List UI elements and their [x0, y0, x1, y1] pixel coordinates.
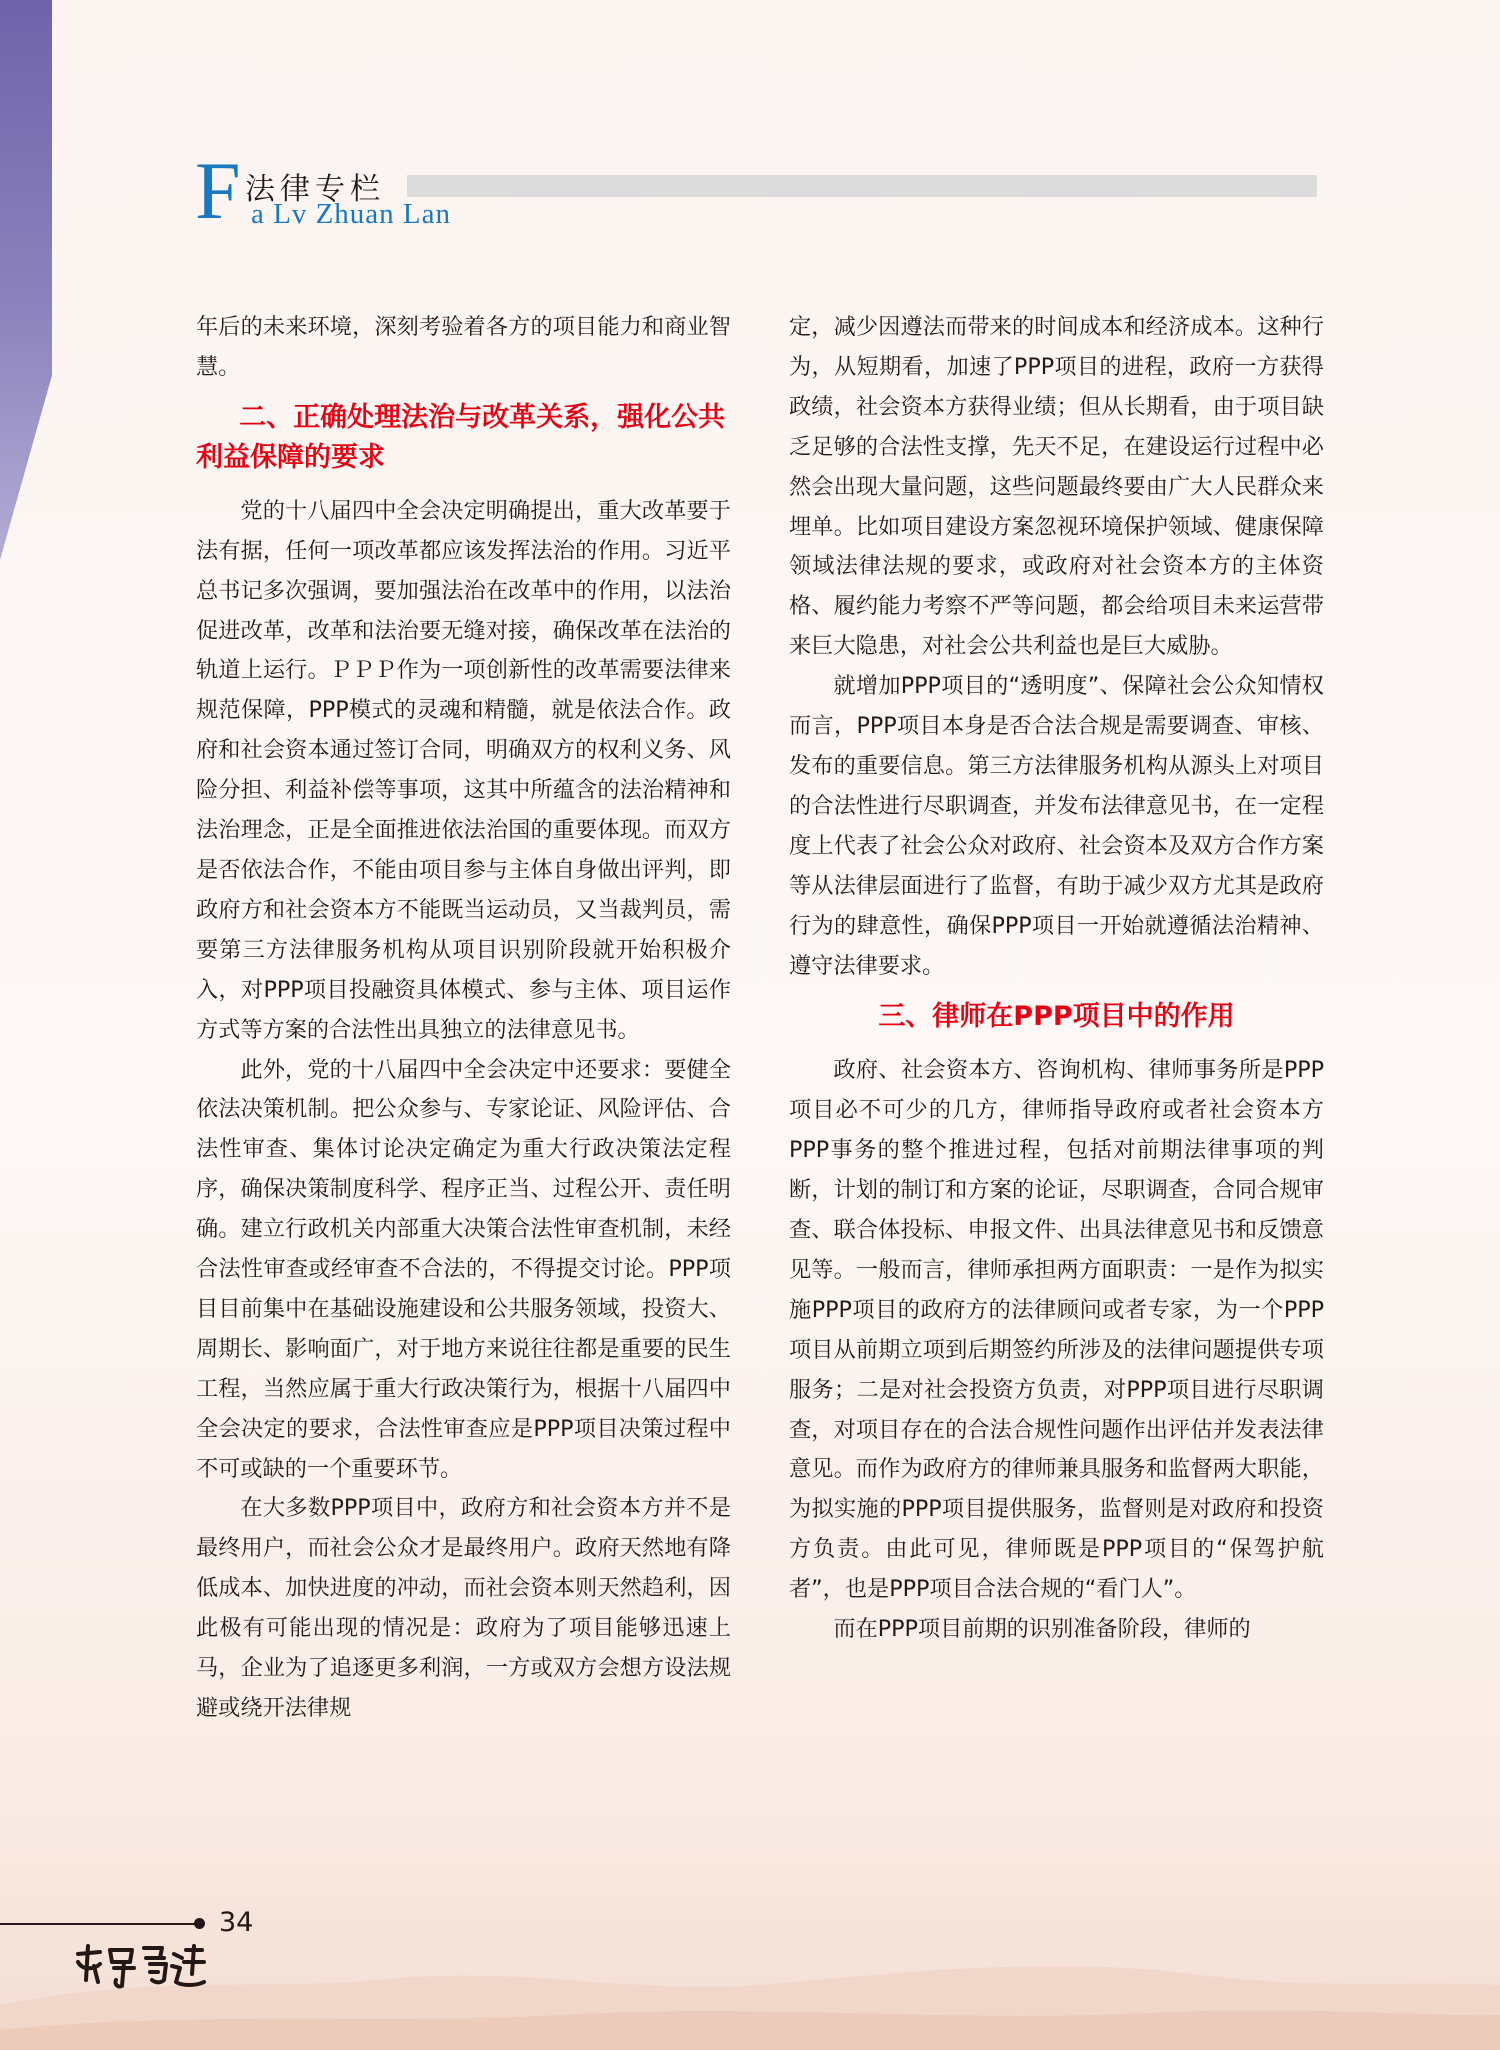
header-title-pinyin: a Lv Zhuan Lan — [251, 198, 452, 230]
header-gray-strip — [407, 175, 1317, 197]
header-initial: F — [195, 145, 241, 236]
paragraph: 政府、社会资本方、咨询机构、律师事务所是PPP项目必不可少的几方，律师指导政府或者社会资本方PPP事务的整个推进过程，包括对前期法律事项的判断，计划的制订和方案的论证，尽职调查，合同合规审查、联合体投标、申报文件、出具法律意见书和反馈意见等。一般而言，律师承担两方面职责：一是作为拟实施PPP项目的政府方的法律顾问或者专家，为一个PPP项目从前期立项到后期签约所涉及的法律问题提供专项服务；二是对社会投资方负责，对PPP项目进行尽职调查，对项目存在的合法合规性问题作出评估并发表法律意见。而作为政府方的律师兼具服务和监督两大职能，为拟实施的PPP项目提供服务，监督则是对政府和投资方负责。由此可见，律师既是PPP项目的“保驾护航者”，也是PPP项目合法合规的“看门人”。 — [789, 1057, 1324, 1603]
paragraph: 党的十八届四中全会决定明确提出，重大改革要于法有据，任何一项改革都应该发挥法治的作用。习近平总书记多次强调，要加强法治在改革中的作用，以法治促进改革，改革和法治要无缝对接，确保改革在法治的轨道上运行。ＰＰＰ作为一项创新性的改革需要法律来规范保障，PPP模式的灵魂和精髓，就是依法合作。政府和社会资本通过签订合同，明确双方的权利义务、风险分担、利益补偿等事项，这其中所蕴含的法治精神和法治理念，正是全面推进依法治国的重要体现。而双方是否依法合作，不能由项目参与主体自身做出评判，即政府方和社会资本方不能既当运动员，又当裁判员，需要第三方法律服务机构从项目识别阶段就开始积极介入，对PPP项目投融资具体模式、参与主体、项目运作方式等方案的合法性出具独立的法律意见书。 — [196, 497, 731, 1043]
column-header — [195, 145, 1325, 238]
paragraph: 此外，党的十八届四中全会决定中还要求：要健全依法决策机制。把公众参与、专家论证、风险评估、合法性审查、集体讨论决定确定为重大行政决策法定程序，确保决策制度科学、程序正当、过程公开、责任明确。建立行政机关内部重大决策合法性审查机制，未经合法性审查或经审查不合法的，不得提交讨论。PPP项目目前集中在基础设施建设和公共服务领域，投资大、周期长、影响面广，对于地方来说往往都是重要的民生工程，当然应属于重大行政决策行为，根据十八届四中全会决定的要求，合法性审查应是PPP项目决策过程中不可或缺的一个重要环节。 — [196, 1056, 731, 1482]
paragraph: 在大多数PPP项目中，政府方和社会资本方并不是最终用户，而社会公众才是最终用户。政府天然地有降低成本、加快进度的冲动，而社会资本则天然趋利，因此极有可能出现的情况是：政府为了项目能够迅速上马，企业为了追逐更多利润，一方或双方会想方设法规避或绕开法律规 — [196, 1495, 731, 1721]
right-column — [789, 308, 1324, 1650]
page-number: 34 — [219, 1907, 254, 1938]
paragraph: 年后的未来环境，深刻考验着各方的项目能力和商业智慧。 — [196, 314, 731, 380]
footer-rule — [0, 1923, 200, 1925]
paragraph: 定，减少因遵法而带来的时间成本和经济成本。这种行为，从短期看，加速了PPP项目的进程，政府一方获得政绩，社会资本方获得业绩；但从长期看，由于项目缺乏足够的合法性支撑，先天不足，在建设运行过程中必然会出现大量问题，这些问题最终要由广大人民群众来埋单。比如项目建设方案忽视环境保护领域、健康保障领域法律法规的要求，或政府对社会资本方的主体资格、履约能力考察不严等问题，都会给项目未来运营带来巨大隐患，对社会公共利益也是巨大威胁。 — [789, 314, 1324, 660]
left-column — [196, 308, 731, 1729]
decorative-hills — [0, 1935, 1500, 2050]
section-heading-3: 三、律师在PPP项目中的作用 — [878, 1001, 1235, 1033]
magazine-logo — [70, 1940, 210, 1992]
footer-dot — [194, 1918, 205, 1929]
paragraph: 就增加PPP项目的“透明度”、保障社会公众知情权而言，PPP项目本身是否合法合规是需要调查、审核、发布的重要信息。第三方法律服务机构从源头上对项目的合法性进行尽职调查，并发布法律意见书，在一定程度上代表了社会公众对政府、社会资本及双方合作方案等从法律层面进行了监督，有助于减少双方尤其是政府行为的肆意性，确保PPP项目一开始就遵循法治精神、遵守法律要求。 — [789, 673, 1324, 979]
section-heading-2: 二、正确处理法治与改革关系，强化公共利益保障的要求 — [196, 401, 726, 473]
decorative-side-bar — [0, 0, 52, 560]
header-title-chinese: 法律专栏 — [245, 172, 385, 207]
paragraph: 而在PPP项目前期的识别准备阶段，律师的 — [833, 1616, 1251, 1643]
